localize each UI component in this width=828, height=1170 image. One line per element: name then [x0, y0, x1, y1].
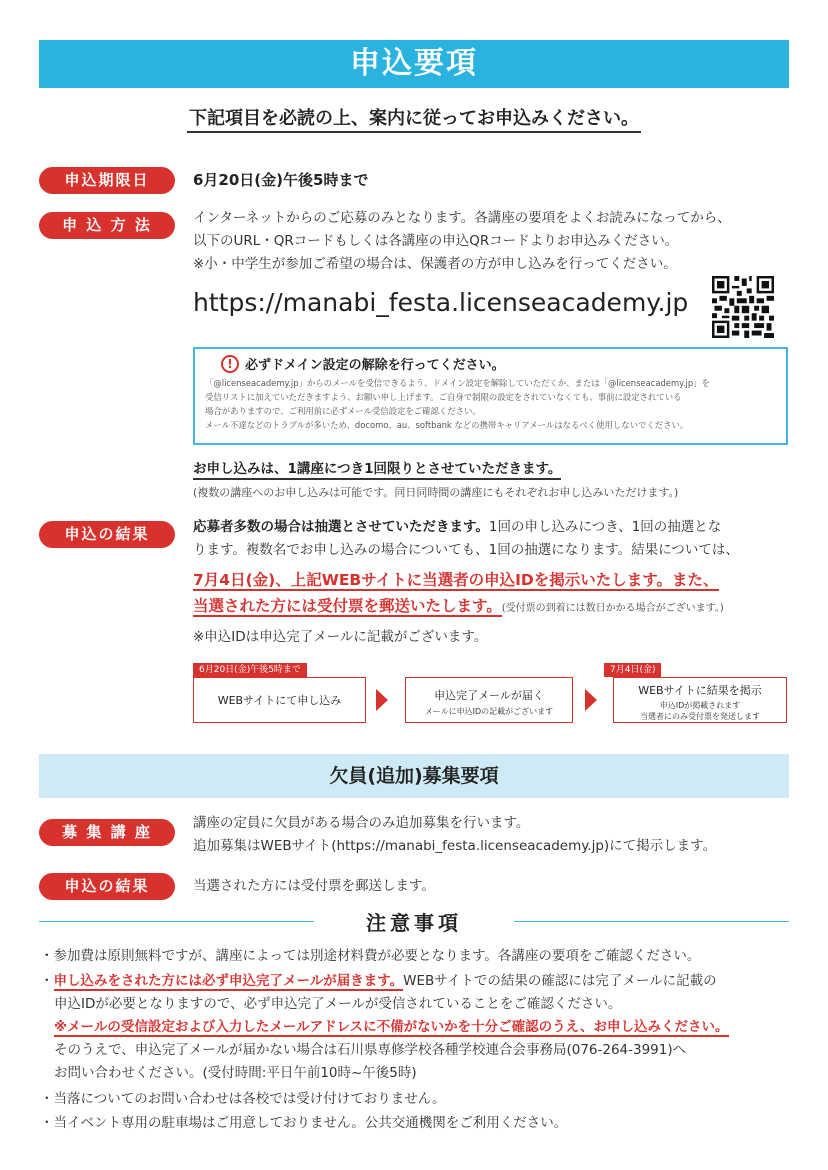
- method-line-3: ※小・中学生が参加ご希望の場合は、保護者の方が申し込みを行ってください。: [193, 256, 677, 272]
- flow-step-3-title: WEBサイトに結果を掲示: [638, 684, 762, 697]
- flow-step-2-title: 申込完了メールが届く: [434, 689, 544, 702]
- result-bold: 応募者多数の場合は抽選とさせていただきます。: [193, 519, 489, 535]
- vacancy-course-label: 募 集 講 座: [39, 819, 175, 846]
- notes-title: 注意事項: [366, 911, 462, 935]
- deadline-label: 申込期限日: [39, 167, 175, 194]
- method-line-1: インターネットからのご応募のみとなります。各講座の要項をよくお読みになってから、: [193, 210, 731, 226]
- flow-step-1: [193, 677, 366, 723]
- result-line-2: ります。複数名でお申し込みの場合についても、1回の抽選になります。結果については、: [193, 542, 739, 558]
- main-banner: 申込要項: [39, 40, 789, 88]
- result-red1: 7月4日(金)、上記WEBサイトに当選者の申込IDを掲示いたします。また、: [193, 571, 719, 589]
- vacancy-result-text: 当選された方には受付票を郵送します。: [193, 878, 435, 894]
- subheading-text: 下記項目を必読の上、案内に従ってお申込みください。: [187, 108, 641, 133]
- note-bullet-2-red: 申し込みをされた方には必ず申込完了メールが届きます。: [53, 973, 404, 989]
- result-red-block: [193, 567, 793, 622]
- note-bullet-2-line-2: 申込IDが必要となりますので、必ず申込完了メールが受信されていることをご確認ください。: [54, 996, 622, 1012]
- vacancy-course-line-2: 追加募集はWEBサイト(https://manabi_festa.licenseacademy.jp)にて掲示します。: [193, 838, 717, 854]
- method-line-2: 以下のURL・QRコードもしくは各講座の申込QRコードよりお申込みください。: [193, 233, 679, 249]
- flow-step-1-text: WEBサイトにて申し込み: [217, 694, 342, 707]
- domain-notice-box: [193, 347, 788, 445]
- qr-code-icon[interactable]: [712, 276, 774, 338]
- deadline-value: 6月20日(金)午後5時まで: [193, 171, 369, 189]
- result-line-1: [193, 516, 793, 539]
- flow-tag-3: 7月4日(金): [604, 663, 661, 677]
- notice-title: [221, 354, 776, 373]
- notice-line-3: 場合がありますので、ご利用前に必ずメール受信設定をご確認ください。: [205, 406, 481, 416]
- notice-body: [205, 376, 776, 432]
- subheading: [0, 104, 828, 130]
- result-text: [193, 516, 793, 562]
- flow-arrow-1-icon: [376, 689, 388, 711]
- notice-title-text: 必ずドメイン設定の解除を行ってください。: [245, 358, 505, 373]
- flow-step-3-sub1: 申込IDが掲載されます: [659, 701, 741, 710]
- result-red2: 当選された方には受付票を郵送いたします。: [193, 597, 502, 615]
- vacancy-course-text: [193, 812, 793, 858]
- vacancy-course-line-1: 講座の定員に欠員がある場合のみ追加募集を行います。: [193, 815, 530, 831]
- note-bullet-1: ・参加費は原則無料ですが、講座によっては別途材料費が必要となります。各講座の要項をご確認ください。: [40, 948, 701, 964]
- vacancy-section-title: 欠員(追加)募集要項: [39, 754, 789, 798]
- flow-arrow-2-icon: [585, 689, 597, 711]
- note-bullet-4: ・当イベント専用の駐車場はご用意しておりません。公共交通機関をご利用ください。: [40, 1115, 568, 1131]
- note-bullet-2: [40, 970, 795, 1085]
- flow-step-2-sub: メールに申込IDの記載がございます: [424, 707, 554, 716]
- result-red-line-2: [193, 593, 793, 622]
- once-note: (複数の講座へのお申し込みは可能です。同日同時間の講座にもそれぞれお申し込みいただけます。): [193, 486, 679, 499]
- flow-step-3-sub2: 当選者にのみ受付票を発送します: [640, 712, 760, 721]
- method-text: [193, 207, 793, 276]
- result-small: (受付票の到着には数日かかる場合がございます。): [501, 603, 724, 614]
- flow-step-2: [405, 677, 573, 723]
- exclamation-icon: !: [221, 355, 239, 373]
- note-bullet-2-rest: WEBサイトでの結果の確認には完了メールに記載の: [403, 973, 717, 989]
- method-label: 申 込 方 法: [39, 212, 175, 239]
- notice-line-1: 「@licenseacademy.jp」からのメールを受信できるよう、ドメイン設定を解除していただくか、または「@licenseacademy.jp」を: [205, 378, 710, 388]
- note-bullet-2-line-3: [40, 1016, 795, 1039]
- note-bullet-3: ・当落についてのお問い合わせは各校では受け付けておりません。: [40, 1091, 446, 1107]
- note-bullet-2-line-5: お問い合わせください。(受付時間:平日午前10時~午後5時): [54, 1065, 417, 1081]
- flow-tag-1: 6月20日(金)午後5時まで: [193, 663, 307, 677]
- note-bullet-2-red2: ※メールの受信設定および入力したメールアドレスに不備がないかを十分ご確認のうえ、お申し込みください。: [54, 1019, 729, 1035]
- once-title: [193, 457, 561, 477]
- note-bullet-2-line-1: ・申し込みをされた方には必ず申込完了メールが届きます。WEBサイトでの結果の確認には完了メールに記載の: [40, 973, 717, 989]
- result-red-line-1: [193, 567, 793, 593]
- notice-line-2: 受信リストに加えていただきますよう、お願い申し上げます。ご自身で制限の設定をされていなくても、事前に設定されている: [205, 392, 682, 402]
- vacancy-result-label: 申込の結果: [39, 873, 175, 900]
- flow-step-3: [613, 677, 787, 723]
- application-url[interactable]: https://manabi_festa.licenseacademy.jp: [193, 288, 689, 317]
- result-text1: 1回の申し込みにつき、1回の抽選とな: [488, 519, 722, 535]
- once-title-text: お申し込みは、1講座につき1回限りとさせていただきます。: [193, 461, 561, 480]
- note-bullet-2-line-4: そのうえで、申込完了メールが届かない場合は石川県専修学校各種学校連合会事務局(076-264-3991)へ: [54, 1042, 687, 1058]
- notice-line-4: メール不達などのトラブルが多いため、docomo、au、softbank などの携帯キャリアメールはなるべく使用しないでください。: [205, 420, 689, 430]
- result-id-note: ※申込IDは申込完了メールに記載がございます。: [193, 629, 488, 645]
- result-label: 申込の結果: [39, 521, 175, 548]
